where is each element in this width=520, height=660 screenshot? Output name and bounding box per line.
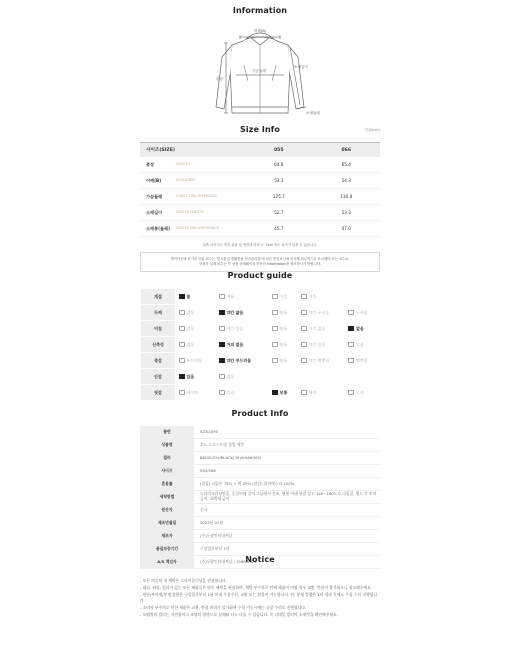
guide-option-label: 가을	[279, 293, 288, 299]
unchecked-box-icon	[179, 310, 185, 316]
guide-option	[216, 353, 269, 369]
size-row-label: 가슴둘레	[140, 189, 175, 205]
unchecked-box-icon	[272, 326, 278, 332]
unchecked-box-icon	[301, 342, 307, 348]
product-info-value: 드라이크리닝만을, 옷걸이에 걸어 그늘에서 건조, 햇빛 아래 한결 칼고 140~160도로 다림질, 햇드 가 보며 금지, 표백제 금지	[194, 491, 380, 504]
guide-option	[269, 369, 298, 385]
size-row	[140, 157, 380, 173]
guide-option-label: 있음	[186, 373, 195, 379]
guide-option	[298, 385, 345, 401]
notice-section	[140, 555, 380, 619]
product-info-title: Product Info	[231, 409, 289, 418]
unchecked-box-icon	[272, 294, 278, 300]
notice-list	[140, 578, 380, 618]
size-value-066: 130.8	[313, 189, 381, 205]
product-info-row	[140, 543, 380, 556]
guide-row-label: 안감	[141, 369, 176, 385]
guide-option	[176, 353, 216, 369]
diagram-label-length: 총장	[216, 77, 223, 81]
size-value-055: 45.7	[245, 221, 313, 237]
unchecked-box-icon	[219, 294, 225, 300]
guide-option	[345, 337, 380, 353]
product-info-key: 품질보증기간	[140, 543, 194, 556]
size-row-english: SHOULDER	[175, 173, 245, 189]
product-info-value: 중국	[194, 504, 380, 517]
size-notice-line-2: 상품의 실제 치수는 각 상품 상세페이지 하단의 Information을 참조하시기 바랍니다.	[199, 261, 321, 266]
product-info-value: 후드 드로스트링 집업 재킷	[194, 439, 380, 452]
unchecked-box-icon	[272, 342, 278, 348]
product-info-key: 컬러	[140, 452, 194, 465]
product-info-row	[140, 517, 380, 530]
unchecked-box-icon	[348, 310, 354, 316]
guide-option	[345, 353, 380, 369]
diagram-label-sleeve: 소매길이	[294, 65, 308, 69]
unchecked-box-icon	[219, 390, 225, 396]
size-row-label: 총장	[140, 157, 175, 173]
guide-option-label: 거의 없음	[226, 341, 244, 347]
diagram-label-chest: 가슴둘레	[252, 69, 266, 73]
unchecked-box-icon	[219, 374, 225, 380]
unchecked-box-icon	[301, 326, 307, 332]
guide-row	[141, 337, 380, 353]
size-row-english: CHEST CIRCUMFERENCE	[175, 189, 245, 205]
guide-option	[216, 289, 269, 305]
checked-box-icon	[179, 294, 185, 300]
jacket-illustration	[140, 25, 380, 125]
size-row	[140, 205, 380, 221]
guide-row-label: 비침	[141, 321, 176, 337]
product-info-row	[140, 478, 380, 491]
size-table	[140, 142, 380, 237]
information-section	[140, 6, 380, 125]
unchecked-box-icon	[272, 358, 278, 364]
product-guide-table	[140, 288, 380, 401]
guide-option-label: 겨울	[308, 293, 317, 299]
guide-option	[216, 369, 269, 385]
size-value-066: 54.3	[313, 173, 381, 189]
guide-option	[345, 305, 380, 321]
notice-item: - 대님, 워싱, 컬러가 있는 모든 제품들은 단독 세탁을 권장하며, 세탁 부주의로 인해 제품이 이염 경우 교환, 반품이 불가하오니 참고해주세요.	[140, 585, 373, 590]
size-info-section	[140, 125, 380, 272]
product-info-value: 구입일로부터 1년	[194, 543, 380, 556]
unchecked-box-icon	[179, 342, 185, 348]
notice-item: - 모든 의류의 첫 세탁은 드라이클리닝을 권장합니다.	[140, 578, 227, 583]
size-notice-box	[140, 252, 380, 272]
product-info-row	[140, 439, 380, 452]
guide-option-label: 약간 두꺼움	[308, 309, 330, 315]
guide-option	[176, 369, 216, 385]
guide-row	[141, 305, 380, 321]
guide-option-label: 여름	[226, 293, 235, 299]
checked-box-icon	[272, 390, 278, 396]
unchecked-box-icon	[179, 326, 185, 332]
guide-option-label: 거의 없음	[308, 325, 326, 331]
guide-row	[141, 369, 380, 385]
size-value-055: 125.7	[245, 189, 313, 205]
size-header-label: 사이즈(SIZE)	[140, 143, 245, 158]
unchecked-box-icon	[219, 326, 225, 332]
guide-option-label: 보통	[279, 309, 288, 315]
guide-option	[298, 321, 345, 337]
guide-option-label: 약간 부드러움	[226, 357, 252, 363]
guide-option	[176, 289, 216, 305]
guide-option-label: 뻣뻣함	[355, 357, 368, 363]
guide-option	[345, 321, 380, 337]
product-info-row	[140, 504, 380, 517]
guide-row-label: 촉감	[141, 353, 176, 369]
guide-option-label: 루즈	[355, 389, 364, 395]
guide-row	[141, 353, 380, 369]
guide-option	[269, 321, 298, 337]
size-info-title: Size Info	[240, 125, 280, 134]
size-row	[140, 221, 380, 237]
guide-row-label: 두께	[141, 305, 176, 321]
product-info-key: A/S 책임자	[140, 556, 194, 569]
unchecked-box-icon	[272, 310, 278, 316]
size-header-055: 055	[245, 143, 313, 158]
notice-title: Notice	[245, 555, 275, 564]
guide-option	[298, 353, 345, 369]
guide-option-label: 보통	[279, 325, 288, 331]
product-guide-section	[140, 271, 380, 401]
size-value-066: 65.4	[313, 157, 381, 173]
product-info-section	[140, 409, 380, 569]
guide-row	[141, 321, 380, 337]
product-info-value: 2023년 02월	[194, 517, 380, 530]
notice-item: - 원단/부자재/봉제 불량은 구입일로부터 1년 이내 무상수선, 교환 또는 환불이 가능합니다. 단, 봉제 불량은 1년 경과 후에도 무상 수리 진행됩니다.	[140, 592, 378, 603]
guide-option-label: 봄	[186, 293, 191, 299]
size-value-066: 53.3	[313, 205, 381, 221]
unchecked-box-icon	[301, 358, 307, 364]
size-row-english: SLEEVE LENGTH	[175, 205, 245, 221]
product-info-key: 혼용률	[140, 478, 194, 491]
guide-option-label: 얇음	[186, 309, 195, 315]
guide-option	[345, 385, 380, 401]
guide-option-label: 보통	[279, 389, 288, 395]
product-info-value: (주)동광인터내셔날	[194, 530, 380, 543]
notice-item: - 소비자 부주의로 인한 제품은 교환, 반품 처리가 불가하며 수리 가능시에는 유상 수리로 진행됩니다.	[140, 605, 307, 610]
guide-option	[176, 321, 216, 337]
unchecked-box-icon	[179, 358, 185, 364]
product-info-row	[140, 491, 380, 504]
unchecked-box-icon	[348, 390, 354, 396]
size-row-english: LENGTH	[175, 157, 245, 173]
guide-option-label: 없음	[355, 325, 364, 331]
guide-option	[269, 289, 298, 305]
unchecked-box-icon	[301, 294, 307, 300]
size-row-english: SLEEVE CIRCUMFERENCE	[175, 221, 245, 237]
product-info-value: SZ3LUJ90	[194, 426, 380, 439]
guide-row-label: 핏감	[141, 385, 176, 401]
guide-row-label: 신축성	[141, 337, 176, 353]
checked-box-icon	[219, 310, 225, 316]
product-info-row	[140, 465, 380, 478]
guide-option-label: 없음	[226, 373, 235, 379]
guide-option-label: 약간 뻣뻣함	[308, 357, 330, 363]
jacket-diagram	[140, 25, 380, 125]
guide-row	[141, 385, 380, 401]
guide-option	[298, 337, 345, 353]
guide-option	[176, 385, 216, 401]
diagram-label-cuff: 소매둘레	[306, 111, 320, 115]
diagram-label-shoulder: 어깨(B)	[254, 29, 267, 33]
product-info-key: 제조년월일	[140, 517, 194, 530]
guide-row	[141, 289, 380, 305]
product-info-key: 품번	[140, 426, 194, 439]
product-info-value: 055/066	[194, 465, 380, 478]
guide-option-label: 보통	[279, 341, 288, 347]
guide-option-label: 두꺼움	[355, 309, 368, 315]
size-table-header	[140, 143, 380, 158]
size-row	[140, 173, 380, 189]
unchecked-box-icon	[348, 358, 354, 364]
guide-option-label: 부드러움	[186, 357, 202, 363]
guide-option	[216, 305, 269, 321]
guide-option	[216, 321, 269, 337]
guide-option-label: 타이트	[186, 389, 199, 395]
size-header-066: 066	[313, 143, 381, 158]
guide-option	[176, 337, 216, 353]
guide-option-label: 약간 있음	[308, 341, 326, 347]
notice-item: - 모델컷의 컬러는 자연광이나 조명의 영향으로 실제와 다소 다를 수 있습니다. 꼭 디테일 컬러의 소재컷을 확인해주세요.	[140, 612, 338, 617]
checked-box-icon	[219, 358, 225, 364]
unchecked-box-icon	[179, 390, 185, 396]
unchecked-box-icon	[348, 342, 354, 348]
product-info-key: 상품명	[140, 439, 194, 452]
guide-option	[269, 385, 298, 401]
product-guide-title: Product guide	[227, 271, 293, 280]
guide-option-label: 보통	[279, 357, 288, 363]
product-info-key: 제조자	[140, 530, 194, 543]
size-value-055: 53.3	[245, 173, 313, 189]
guide-option-label: 약간 얇음	[226, 309, 244, 315]
checked-box-icon	[179, 374, 185, 380]
size-row-label: 소매길이	[140, 205, 175, 221]
guide-option	[345, 289, 380, 305]
size-notice-line-1: 케이아웃에 표기된 단위 치수는 '한국품질 생활용품 안전관리법'에 따른 통일표시에 의거해 의무적으로 표시해야 하는 치수로,	[170, 257, 350, 261]
unchecked-box-icon	[301, 390, 307, 396]
product-info-key: 세탁방법	[140, 491, 194, 504]
size-row	[140, 189, 380, 205]
guide-option	[216, 337, 269, 353]
information-title: Information	[232, 6, 288, 15]
guide-option-label: 슬림	[226, 389, 235, 395]
guide-option-label: 있음	[186, 325, 195, 331]
guide-option	[345, 369, 380, 385]
product-info-key: 원산지	[140, 504, 194, 517]
product-info-value: BEIGE(25)/BLACK(39)/KHAKI(65)	[194, 452, 380, 465]
size-note: 실측 사이즈는 측정 위치 및 방법에 따라 1~2cm 정도 차이가 있을 수 있습니다.	[202, 243, 318, 247]
guide-option	[176, 305, 216, 321]
product-info-value: (주)동광인터내셔날 / 1588-2724	[194, 556, 380, 569]
guide-option	[216, 385, 269, 401]
guide-option-label: 세미	[308, 389, 317, 395]
guide-option	[269, 353, 298, 369]
product-info-row	[140, 452, 380, 465]
guide-option	[269, 305, 298, 321]
product-info-value: (겉감) 나일론 75% + 면 25% (안감) 폴리에스터 100%	[194, 478, 380, 491]
guide-row-label: 계절	[141, 289, 176, 305]
unchecked-box-icon	[301, 310, 307, 316]
size-value-055: 52.7	[245, 205, 313, 221]
guide-option-label: 약간 있음	[226, 325, 244, 331]
guide-option	[298, 369, 345, 385]
guide-option	[269, 337, 298, 353]
guide-option	[298, 289, 345, 305]
size-row-label: 소매통(둘레)	[140, 221, 175, 237]
checked-box-icon	[348, 326, 354, 332]
guide-option-label: 있음	[355, 341, 364, 347]
product-info-row	[140, 426, 380, 439]
guide-option-label: 없음	[186, 341, 195, 347]
size-unit: 단위(cm)	[364, 128, 380, 132]
product-info-key: 사이즈	[140, 465, 194, 478]
checked-box-icon	[219, 342, 225, 348]
product-info-table	[140, 426, 380, 569]
size-row-label: 어깨(B)	[140, 173, 175, 189]
size-value-055: 64.8	[245, 157, 313, 173]
product-info-row	[140, 530, 380, 543]
size-value-066: 47.0	[313, 221, 381, 237]
guide-option	[298, 305, 345, 321]
